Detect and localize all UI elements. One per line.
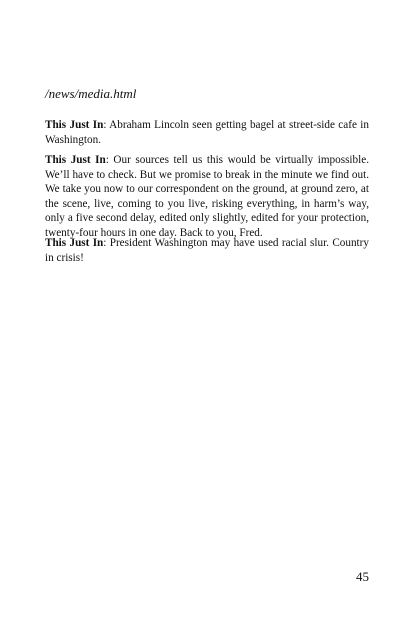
news-entry-2 [45, 153, 369, 241]
entry-label: This Just In [45, 119, 104, 131]
entry-text: : Abraham Lincoln seen getting bagel at street-side cafe in Washington. [45, 119, 369, 146]
news-entry-3 [45, 236, 369, 265]
entry-label: This Just In [45, 237, 104, 249]
entry-text: : President Washington may have used racial slur. Country in crisis! [45, 237, 369, 264]
section-path-heading: /news/media.html [45, 86, 137, 101]
entry-label: This Just In [45, 154, 106, 166]
entry-text: : Our sources tell us this would be virtually impossible. We’ll have to check. But we promise to break in the minute we find out. We take you now to our correspondent on the ground, at ground zero, at the scene, live, coming to you live, risking everything, in harm’s way, only a five second delay, edited only slightly, edited for your protection, twenty-four hours in one day. Back to you, Fred. [45, 154, 369, 239]
page-number: 45 [356, 569, 369, 584]
news-entry-1 [45, 118, 369, 147]
